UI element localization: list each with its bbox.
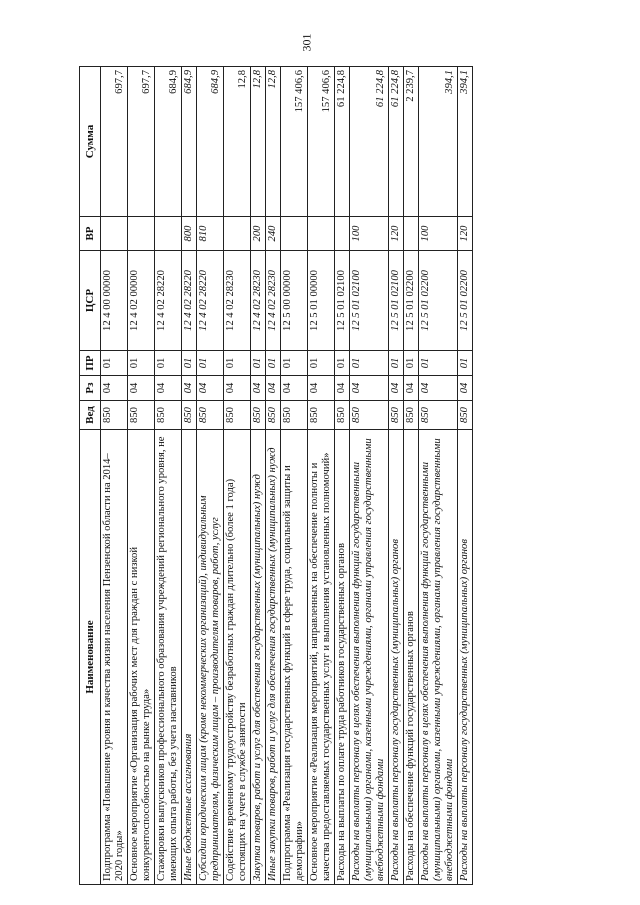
cell-name: Подпрограмма «Повышение уровня и качества жизни населения Пензенской области на 2014–2020 годы» (101, 430, 128, 885)
cell-rz: 04 (404, 376, 419, 401)
cell-rz: 04 (251, 376, 266, 401)
cell-name: Расходы на выплаты персоналу в целях обеспечения выполнения функций государственными (муниципальными) органами, казенными учреждениями, органами управления государственными внебюджетными фондами (419, 430, 458, 885)
cell-rz: 04 (458, 376, 473, 401)
cell-name: Иные бюджетные ассигнования (182, 430, 197, 885)
cell-sum: 61 224,8 (389, 67, 404, 217)
page-number-text: 301 (299, 33, 314, 51)
cell-rz: 04 (128, 376, 155, 401)
cell-csr: 12 4 02 28230 (266, 251, 281, 351)
header-csr: ЦСР (80, 251, 101, 351)
cell-name: Содействие временному трудоустройству безработных граждан длительно (более 1 года) состоящих на учете в службе занятости (224, 430, 251, 885)
cell-vr (101, 217, 128, 251)
cell-vr: 800 (182, 217, 197, 251)
cell-ved: 850 (389, 401, 404, 430)
cell-sum: 157 406,6 (308, 67, 335, 217)
cell-csr: 12 5 01 02200 (419, 251, 458, 351)
table-header (80, 67, 101, 885)
cell-rz: 04 (335, 376, 350, 401)
table-row (224, 67, 251, 885)
table-body (101, 67, 473, 885)
cell-name: Подпрограмма «Реализация государственных функций в сфере труда, социальной защиты и демографии» (281, 430, 308, 885)
cell-vr: 100 (350, 217, 389, 251)
cell-csr: 12 4 02 28230 (224, 251, 251, 351)
cell-rz: 04 (419, 376, 458, 401)
cell-rz: 04 (389, 376, 404, 401)
cell-name: Расходы на выплаты персоналу государственных (муниципальных) органов (389, 430, 404, 885)
cell-name: Стажировки выпускников профессионального образования учреждений регионального уровня, не имеющих опыта работы, без учета наставников (155, 430, 182, 885)
cell-csr: 12 4 02 28220 (155, 251, 182, 351)
cell-vr (128, 217, 155, 251)
cell-csr: 12 4 00 00000 (101, 251, 128, 351)
cell-sum: 697,7 (101, 67, 128, 217)
cell-pr: 01 (389, 351, 404, 376)
cell-pr: 01 (197, 351, 224, 376)
budget-table-container (79, 67, 571, 885)
cell-rz: 04 (281, 376, 308, 401)
cell-vr (404, 217, 419, 251)
cell-vr: 120 (389, 217, 404, 251)
header-sum: Сумма (80, 67, 101, 217)
cell-sum: 12,8 (251, 67, 266, 217)
cell-rz: 04 (101, 376, 128, 401)
cell-name: Закупка товаров, работ и услуг для обеспечения государственных (муниципальных) нужд (251, 430, 266, 885)
table-row (281, 67, 308, 885)
table-row (251, 67, 266, 885)
cell-ved: 850 (155, 401, 182, 430)
cell-sum: 394,1 (458, 67, 473, 217)
cell-pr: 01 (182, 351, 197, 376)
cell-csr: 12 4 02 00000 (128, 251, 155, 351)
cell-vr: 100 (419, 217, 458, 251)
cell-vr: 810 (197, 217, 224, 251)
cell-csr: 12 5 01 02200 (404, 251, 419, 351)
page-number (296, 33, 318, 51)
table-row (419, 67, 458, 885)
cell-ved: 850 (224, 401, 251, 430)
header-ved: Вед (80, 401, 101, 430)
cell-rz: 04 (266, 376, 281, 401)
table-row (404, 67, 419, 885)
cell-sum: 12,8 (224, 67, 251, 217)
cell-csr: 12 5 01 00000 (308, 251, 335, 351)
table-row (182, 67, 197, 885)
cell-pr: 01 (251, 351, 266, 376)
cell-ved: 850 (419, 401, 458, 430)
cell-ved: 850 (350, 401, 389, 430)
cell-sum: 394,1 (419, 67, 458, 217)
header-pr: ПР (80, 351, 101, 376)
cell-pr: 01 (404, 351, 419, 376)
cell-ved: 850 (128, 401, 155, 430)
cell-rz: 04 (182, 376, 197, 401)
cell-vr (224, 217, 251, 251)
cell-ved: 850 (335, 401, 350, 430)
cell-sum: 61 224,8 (335, 67, 350, 217)
cell-name: Основное мероприятие «Реализация мероприятий, направленных на обеспечение полноты и качества предоставляемых государственных услуг и выполнения установленных полномочий» (308, 430, 335, 885)
table-row (350, 67, 389, 885)
cell-csr: 12 4 02 28230 (251, 251, 266, 351)
cell-pr: 01 (266, 351, 281, 376)
cell-pr: 01 (335, 351, 350, 376)
cell-ved: 850 (281, 401, 308, 430)
cell-ved: 850 (197, 401, 224, 430)
cell-name: Основное мероприятие «Организация рабочих мест для граждан с низкой конкурентоспособностью на рынке труда» (128, 430, 155, 885)
table-row (308, 67, 335, 885)
budget-table (79, 66, 473, 885)
header-vr: ВР (80, 217, 101, 251)
cell-csr: 12 4 02 28220 (182, 251, 197, 351)
table-row (197, 67, 224, 885)
cell-sum: 684,9 (197, 67, 224, 217)
cell-vr (335, 217, 350, 251)
header-rz: Рз (80, 376, 101, 401)
cell-csr: 12 5 01 02200 (458, 251, 473, 351)
table-row (155, 67, 182, 885)
header-name: Наименование (80, 430, 101, 885)
table-row (458, 67, 473, 885)
cell-csr: 12 5 01 02100 (389, 251, 404, 351)
cell-ved: 850 (101, 401, 128, 430)
table-row (128, 67, 155, 885)
table-row (266, 67, 281, 885)
cell-name: Расходы на выплаты персоналу в целях обеспечения выполнения функций государственными (муниципальными) органами, казенными учреждениями, органами управления государственными внебюджетными фондами (350, 430, 389, 885)
cell-vr: 200 (251, 217, 266, 251)
cell-name: Расходы на выплаты персоналу государственных (муниципальных) органов (458, 430, 473, 885)
cell-pr: 01 (308, 351, 335, 376)
cell-sum: 684,9 (182, 67, 197, 217)
table-row (389, 67, 404, 885)
cell-name: Расходы на обеспечение функций государственных органов (404, 430, 419, 885)
cell-sum: 697,7 (128, 67, 155, 217)
cell-rz: 04 (308, 376, 335, 401)
cell-pr: 01 (101, 351, 128, 376)
table-row (335, 67, 350, 885)
cell-sum: 12,8 (266, 67, 281, 217)
cell-csr: 12 5 01 02100 (335, 251, 350, 351)
rotated-page-area (79, 67, 571, 885)
cell-pr: 01 (128, 351, 155, 376)
cell-sum: 157 406,6 (281, 67, 308, 217)
cell-pr: 01 (458, 351, 473, 376)
cell-vr (281, 217, 308, 251)
cell-vr (308, 217, 335, 251)
cell-csr: 12 4 02 28220 (197, 251, 224, 351)
cell-rz: 04 (350, 376, 389, 401)
cell-ved: 850 (308, 401, 335, 430)
cell-ved: 850 (251, 401, 266, 430)
table-row (101, 67, 128, 885)
cell-csr: 12 5 01 02100 (350, 251, 389, 351)
cell-csr: 12 5 00 00000 (281, 251, 308, 351)
cell-name: Иные закупки товаров, работ и услуг для обеспечения государственных (муниципальных) нужд (266, 430, 281, 885)
cell-pr: 01 (224, 351, 251, 376)
cell-ved: 850 (182, 401, 197, 430)
cell-pr: 01 (350, 351, 389, 376)
cell-vr (155, 217, 182, 251)
cell-pr: 01 (419, 351, 458, 376)
cell-pr: 01 (281, 351, 308, 376)
cell-name: Расходы на выплаты по оплате труда работников государственных органов (335, 430, 350, 885)
cell-rz: 04 (155, 376, 182, 401)
cell-sum: 684,9 (155, 67, 182, 217)
cell-pr: 01 (155, 351, 182, 376)
cell-ved: 850 (404, 401, 419, 430)
cell-vr: 120 (458, 217, 473, 251)
cell-rz: 04 (197, 376, 224, 401)
cell-vr: 240 (266, 217, 281, 251)
cell-rz: 04 (224, 376, 251, 401)
cell-ved: 850 (266, 401, 281, 430)
cell-sum: 61 224,8 (350, 67, 389, 217)
cell-ved: 850 (458, 401, 473, 430)
cell-sum: 2 239,7 (404, 67, 419, 217)
cell-name: Субсидии юридическим лицам (кроме некоммерческих организаций), индивидуальным предпринимателям, физическим лицам – производителям товаров, работ, услуг (197, 430, 224, 885)
